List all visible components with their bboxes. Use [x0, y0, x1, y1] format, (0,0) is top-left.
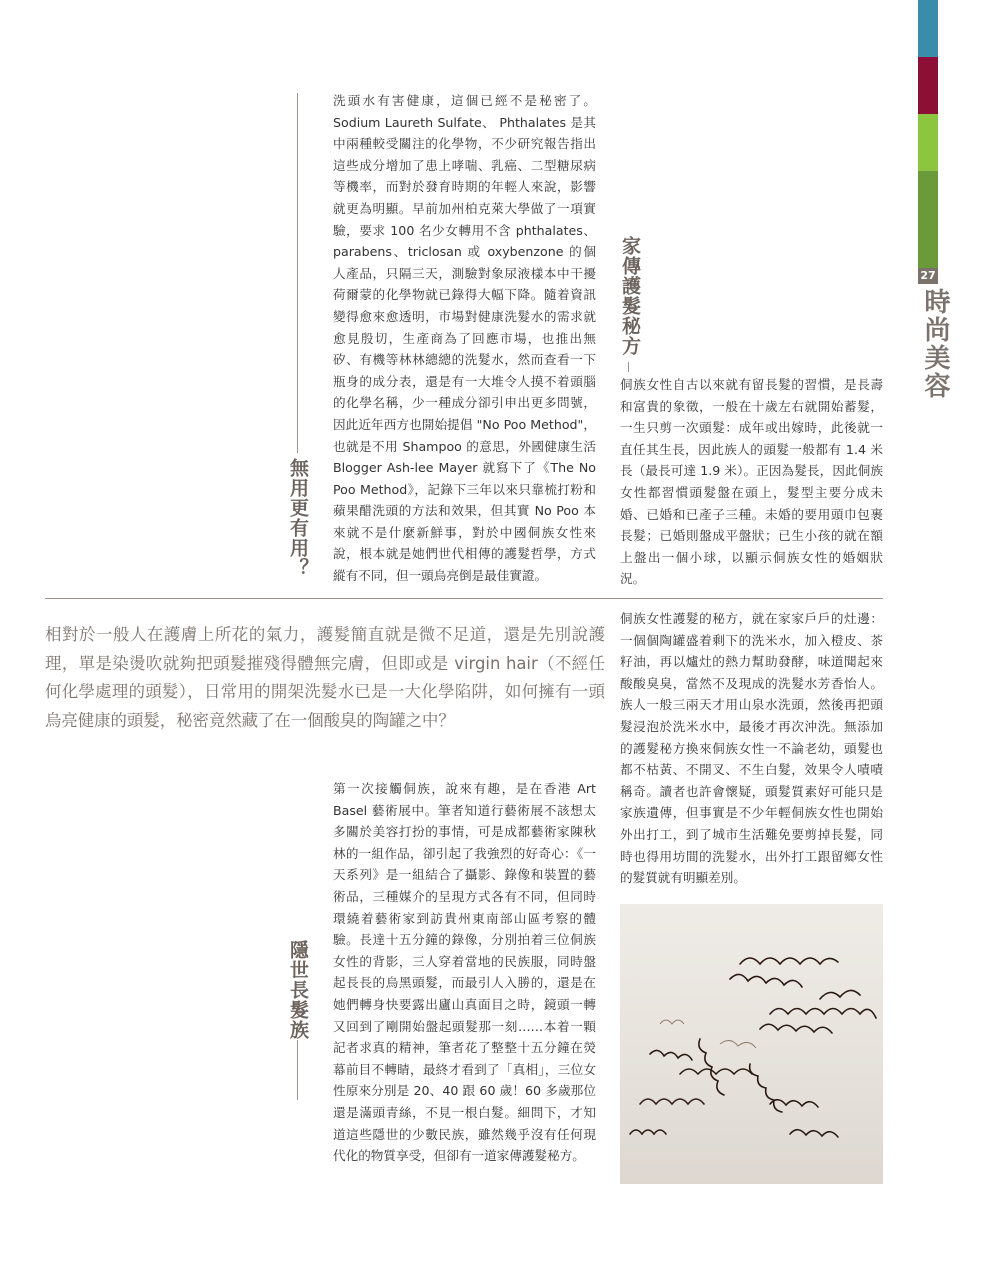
heading-hidden-tribe: 隱世長髮族 [287, 940, 309, 1040]
section-title: 時尚美容 [920, 288, 950, 400]
heading-secret: 家傳護髮秘方 [619, 236, 641, 356]
heading-useless: 無用更有用？ [287, 458, 309, 578]
divider-vertical-3 [297, 1040, 298, 1100]
divider-horizontal [45, 598, 883, 599]
page-number: 27 [918, 268, 938, 284]
color-band-blue [918, 0, 938, 57]
article-column-right-1: 侗族女性自古以來就有留長髮的習慣，是長壽和富貴的象徵，一般在十歲左右就開始蓄髮，一生只剪一次頭髮：成年或出嫁時，此後就一直任其生長，因此族人的頭髮一般都有 1.4 米長（最長可達 1.9 米）。正因為髮長，因此侗族女性都習慣頭髮盤在頭上，髮型主要分成未婚、已婚和已產子三種。未婚的要用頭巾包裹長髮；已婚則盤成平盤狀；已生小孩的就在額上盤出一個小球，以顯示侗族女性的婚姻狀況。 [620, 377, 883, 587]
hair-strands-illustration [620, 904, 883, 1184]
color-band-lightgreen [918, 114, 938, 171]
divider-vertical-2 [628, 362, 629, 372]
divider-vertical-1 [297, 93, 298, 453]
color-band-red [918, 57, 938, 114]
pull-quote: 相對於一般人在護膚上所花的氣力，護髮簡直就是微不足道，還是先別說護理，單是染燙吹就夠把頭髮摧殘得體無完膚，但即或是 virgin hair（不經任何化學處理的頭髮），日常用的開架洗髮水已是一大化學陷阱，如何擁有一頭烏亮健康的頭髮，秘密竟然藏了在一個酸臭的陶罐之中？ [45, 625, 605, 730]
article-column-bottom-left: 第一次接觸侗族，說來有趣，是在香港 Art Basel 藝術展中。筆者知道行藝術展不該想太多關於美容打扮的事情，可是成都藝術家陳秋林的一組作品，卻引起了我強烈的好奇心：《一天系列》是一組結合了攝影、錄像和裝置的藝術品，三種媒介的呈現方式各有不同，但同時環繞着藝術家到訪貴州東南部山區考察的體驗。長達十五分鐘的錄像，分別拍着三位侗族女性的背影，三人穿着當地的民族服，同時盤起長長的烏黑頭髮，而最引人入勝的，還是在她們轉身快要露出廬山真面目之時，鏡頭一轉又回到了剛開始盤起頭髮那一刻……本着一顆記者求真的精神，筆者花了整整十五分鐘在熒幕前目不轉睛，最終才看到了「真相」，三位女性原來分別是 20、40 跟 60 歲！60 多歲那位還是滿頭青絲，不見一根白髮。細問下，才知道這些隱世的少數民族，雖然幾乎沒有任何現代化的物質享受，但卻有一道家傳護髮秘方。 [333, 781, 596, 1164]
color-band-green [918, 171, 938, 268]
hair-strands-photo [620, 904, 883, 1184]
article-column-right-2: 侗族女性護髮的秘方，就在家家戶戶的灶邊：一個個陶罐盛着剩下的洗米水，加入橙皮、茶籽油，再以爐灶的熱力幫助發酵，味道聞起來酸酸臭臭，當然不及現成的洗髮水芳香怡人。族人一般三兩天才用山泉水洗頭，然後再把頭髮浸泡於洗米水中，最後才再次沖洗。無添加的護髮秘方換來侗族女性一不論老幼，頭髮也都不枯黃、不開叉、不生白髮，效果令人嘖嘖稱奇。讀者也許會懷疑，頭髮質素好可能只是家族遺傳，但事實是不少年輕侗族女性也開始外出打工，到了城市生活難免要剪掉長髮，同時也得用坊間的洗髮水，出外打工跟留鄉女性的髮質就有明顯差別。 [620, 611, 883, 886]
article-column-top-left: 洗頭水有害健康，這個已經不是秘密了。Sodium Laureth Sulfate、 Phthalates 是其中兩種較受關注的化學物，不少研究報告指出這些成分增加了患上哮喘、乳癌、二型糖尿病等機率，而對於發育時期的年輕人來說，影響就更為明顯。早前加州柏克萊大學做了一項實驗，要求 100 名少女轉用不含 phthalates、parabens、triclosan 或 oxybenzone 的個人產品，只隔三天，測驗對象尿液樣本中干擾荷爾蒙的化學物就已錄得大幅下降。隨着資訊變得愈來愈透明，市場對健康洗髮水的需求就愈見殷切，生產商為了回應市場，也推出無矽、有機等林林總總的洗髮水，然而查看一下瓶身的成分表，還是有一大堆令人摸不着頭腦的化學名稱，少一種成分卻引申出更多問號，因此近年西方也開始提倡 "No Poo Method"，也就是不用 Shampoo 的意思，外國健康生活 Blogger Ash-lee Mayer 就寫下了《The No Poo Method》，記錄下三年以來只靠梳打粉和蘋果醋洗頭的方法和效果，但其實 No Poo 本來就不是什麼新鮮事，對於中國侗族女性來說，根本就是她們世代相傳的護髮哲學，方式縱有不同，但一頭烏亮倒是最佳實證。 [333, 93, 596, 584]
